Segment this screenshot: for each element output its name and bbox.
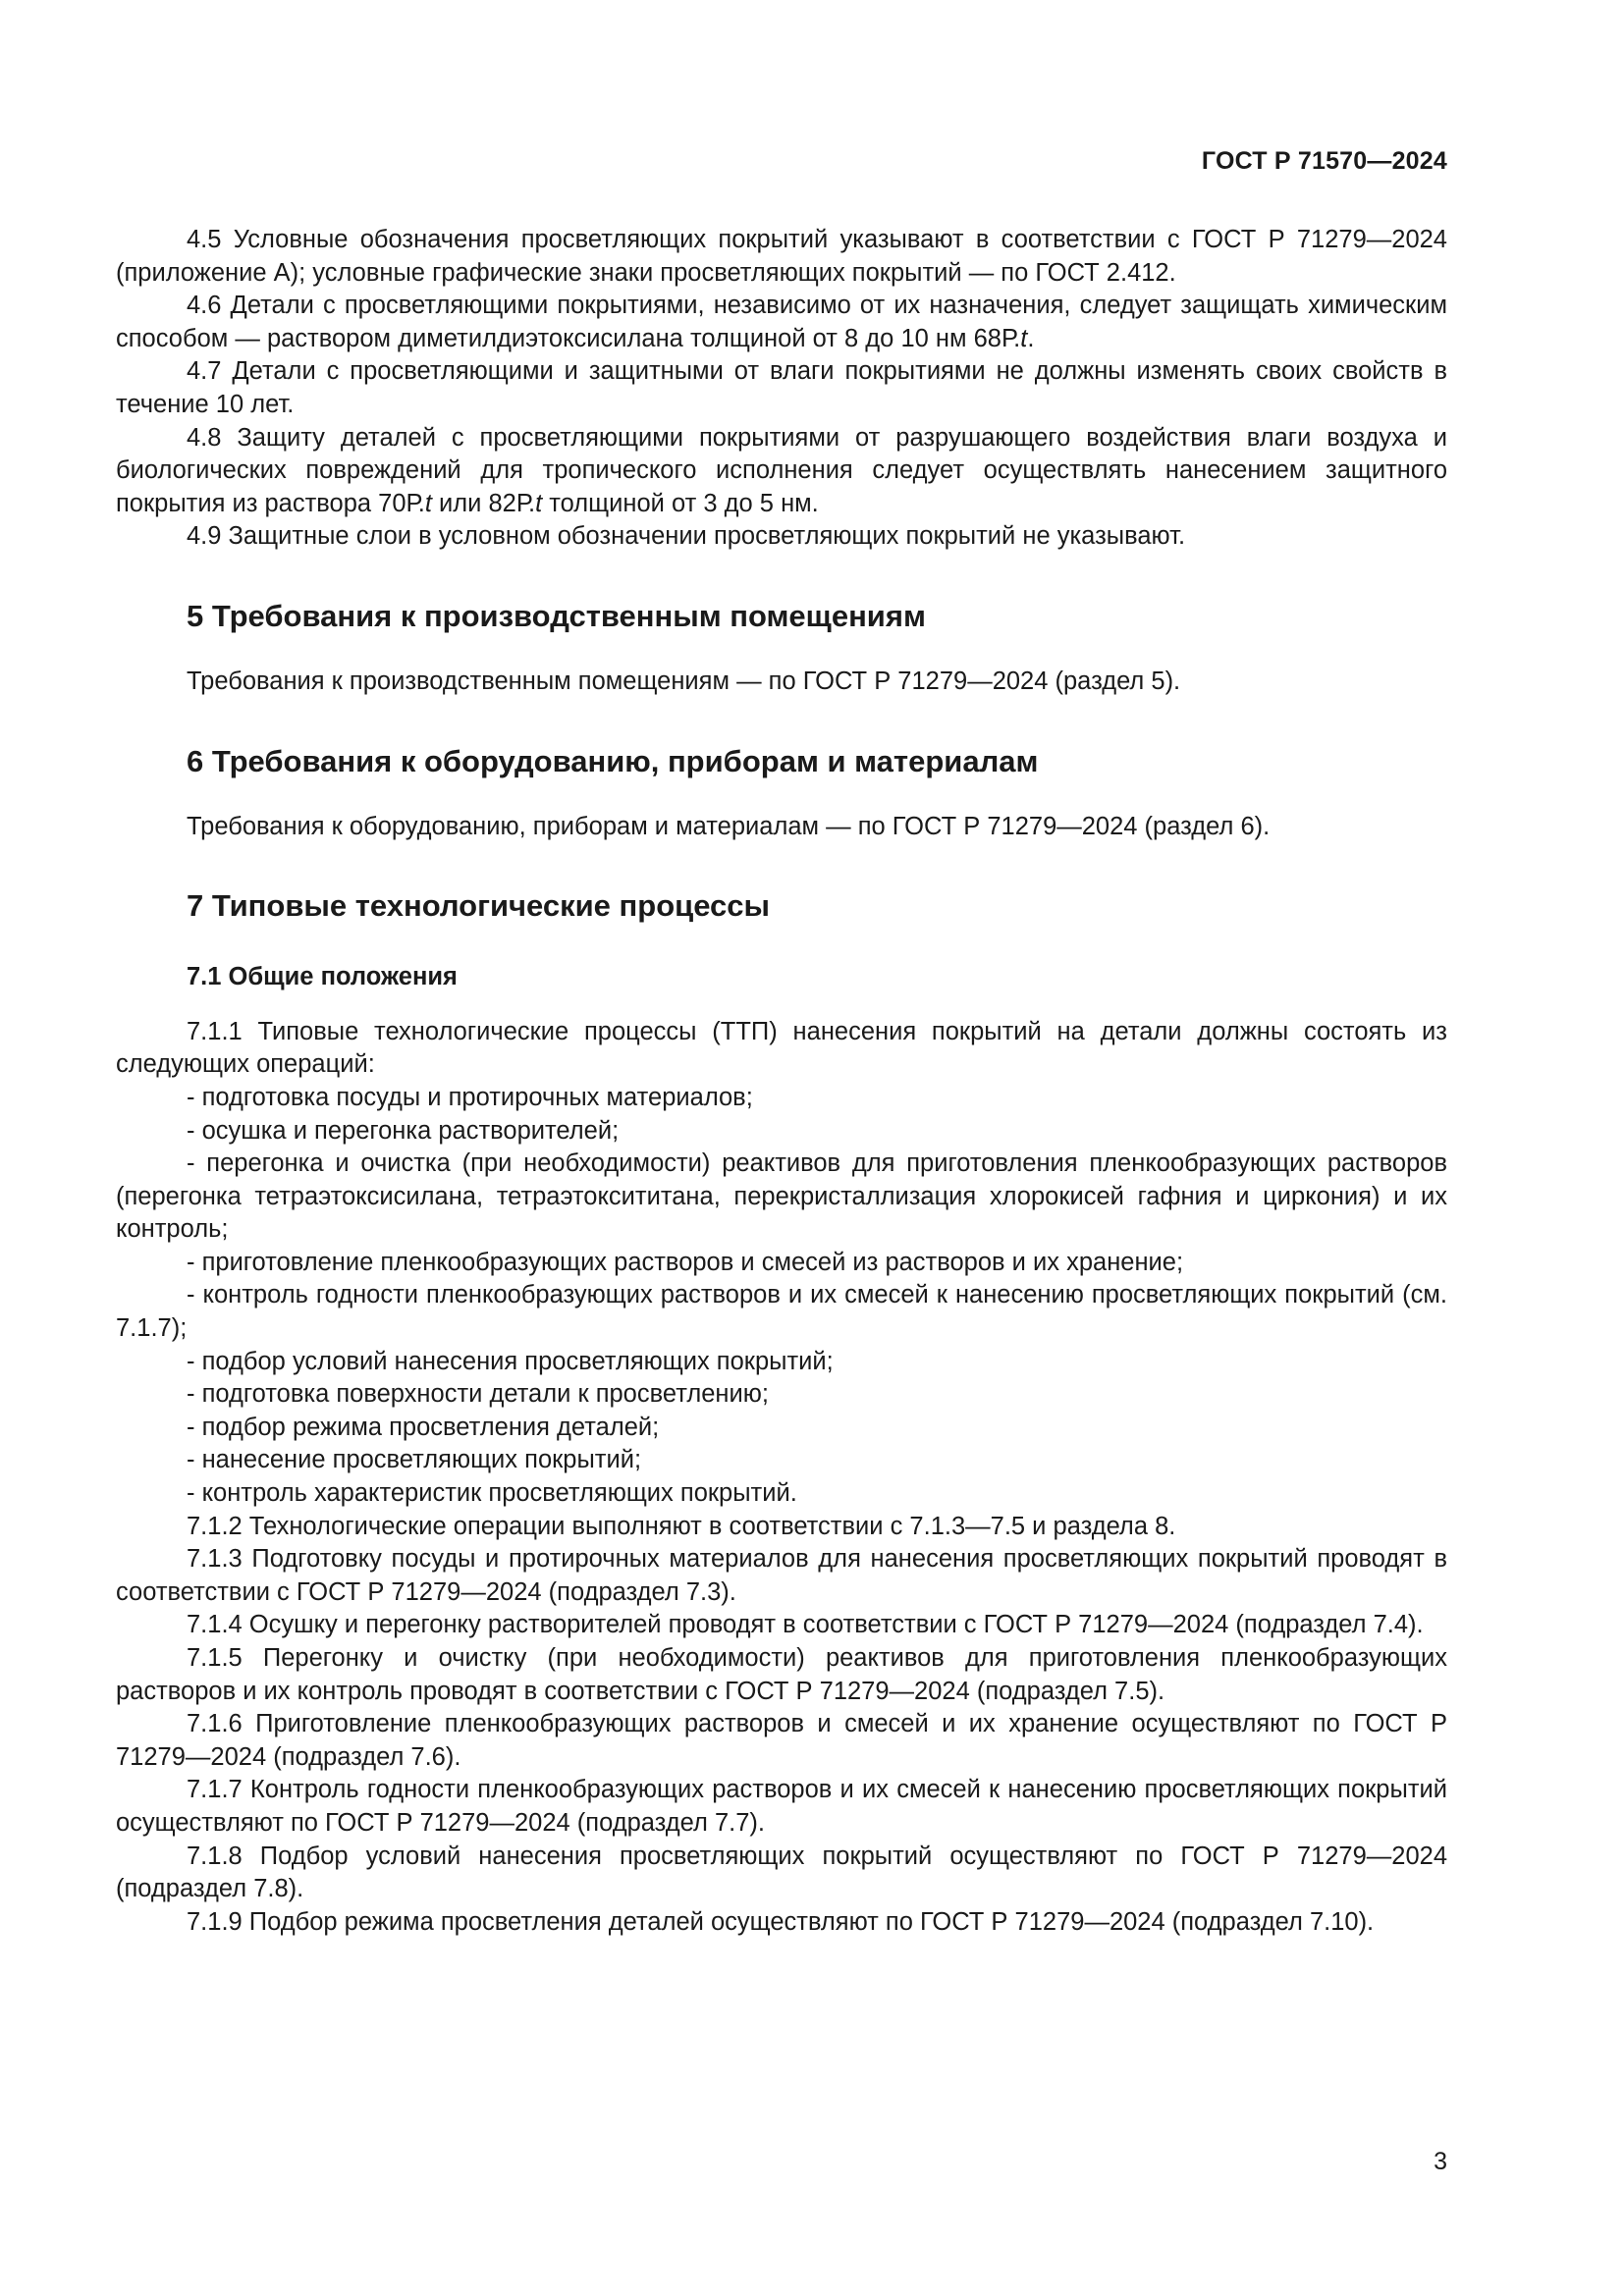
subsection-7-1-heading: 7.1 Общие положения xyxy=(187,963,458,991)
list-item: - подготовка поверхности детали к просветлению; xyxy=(187,1380,769,1409)
paragraph-7-1-4: 7.1.4 Осушку и перегонку растворителей проводят в соответствии с ГОСТ Р 71279—2024 (подраздел 7.4). xyxy=(187,1611,1424,1639)
paragraph-4-8-text-c: толщиной от 3 до 5 нм. xyxy=(542,489,819,517)
paragraph-7-1-3: 7.1.3 Подготовку посуды и протирочных материалов для нанесения просветляющих покрытий проводят в соответствии с ГОСТ Р 71279—2024 (подраздел 7.3). xyxy=(116,1545,1447,1606)
section-7-heading: 7 Типовые технологические процессы xyxy=(187,888,770,924)
document-page xyxy=(116,0,1447,2296)
paragraph-4-6-end: . xyxy=(1027,324,1035,352)
list-item: - нанесение просветляющих покрытий; xyxy=(187,1446,642,1474)
section-6-text: Требования к оборудованию, приборам и материалам — по ГОСТ Р 71279—2024 (раздел 6). xyxy=(187,812,1271,840)
list-item: - приготовление пленкообразующих растворов и смесей из растворов и их хранение; xyxy=(187,1248,1184,1276)
list-item: - осушка и перегонка растворителей; xyxy=(187,1116,620,1145)
paragraph-7-1-7: 7.1.7 Контроль годности пленкообразующих растворов и их смесей к нанесению просветляющих покрытий осуществляют по ГОСТ Р 71279—2024 (подраздел 7.7). xyxy=(116,1776,1447,1837)
paragraph-4-8-text-b: или 82Р. xyxy=(431,489,536,517)
paragraph-7-1-8: 7.1.8 Подбор условий нанесения просветляющих покрытий осуществляют по ГОСТ Р 71279—2024 (подраздел 7.8). xyxy=(116,1842,1447,1903)
italic-t: t xyxy=(535,489,543,517)
standard-header: ГОСТ Р 71570—2024 xyxy=(1201,147,1447,175)
paragraph-4-8-text-a: 4.8 Защиту деталей с просветляющими покрытиями от разрушающего воздействия влаги воздуха и биологических повреждений для тропического исполнения следует осуществлять нанесением защитного покрытия из раствора 70Р. xyxy=(116,423,1447,517)
section-5-text: Требования к производственным помещениям — по ГОСТ Р 71279—2024 (раздел 5). xyxy=(187,667,1181,695)
paragraph-7-1-2: 7.1.2 Технологические операции выполняют в соответствии с 7.1.3—7.5 и раздела 8. xyxy=(187,1512,1176,1540)
paragraph-4-6 xyxy=(116,290,1447,355)
list-item: - контроль характеристик просветляющих покрытий. xyxy=(187,1479,797,1508)
paragraph-7-1-9: 7.1.9 Подбор режима просветления деталей осуществляют по ГОСТ Р 71279—2024 (подраздел 7.10). xyxy=(187,1907,1375,1936)
paragraph-4-6-text: 4.6 Детали с просветляющими покрытиями, независимо от их назначения, следует защищать химическим способом — раствором диметилдиэтоксисилана толщиной от 8 до 10 нм 68Р. xyxy=(116,292,1447,352)
list-item: - перегонка и очистка (при необходимости) реактивов для приготовления пленкообразующих растворов (перегонка тетраэтоксисилана, тетраэтоксититана, перекристаллизация хлорокисей гафния и циркония) и их контроль; xyxy=(116,1149,1447,1244)
section-6-heading: 6 Требования к оборудованию, приборам и материалам xyxy=(187,743,1039,778)
paragraph-7-1-6: 7.1.6 Приготовление пленкообразующих растворов и смесей и их хранение осуществляют по ГОСТ Р 71279—2024 (подраздел 7.6). xyxy=(116,1710,1447,1771)
page-content xyxy=(116,224,1447,1939)
list-item: - контроль годности пленкообразующих растворов и их смесей к нанесению просветляющих покрытий (см. 7.1.7); xyxy=(116,1281,1447,1343)
italic-t: t xyxy=(1020,324,1028,352)
section-5-heading: 5 Требования к производственным помещениям xyxy=(187,598,926,633)
paragraph-7-1-1: 7.1.1 Типовые технологические процессы (ТТП) нанесения покрытий на детали должны состоять из следующих операций: xyxy=(116,1017,1447,1079)
paragraph-4-8 xyxy=(116,422,1447,521)
paragraph-7-1-5: 7.1.5 Перегонку и очистку (при необходимости) реактивов для приготовления пленкообразующих растворов и их контроль проводят в соответствии с ГОСТ Р 71279—2024 (подраздел 7.5). xyxy=(116,1644,1447,1705)
list-item: - подбор режима просветления деталей; xyxy=(187,1413,660,1441)
paragraph-4-9: 4.9 Защитные слои в условном обозначении просветляющих покрытий не указывают. xyxy=(187,522,1186,551)
list-item: - подготовка посуды и протирочных материалов; xyxy=(187,1083,753,1111)
list-item: - подбор условий нанесения просветляющих покрытий; xyxy=(187,1347,834,1375)
paragraph-4-5: 4.5 Условные обозначения просветляющих покрытий указывают в соответствии с ГОСТ Р 71279—2024 (приложение А); условные графические знаки просветляющих покрытий — по ГОСТ 2.412. xyxy=(116,226,1447,287)
page-number: 3 xyxy=(1434,2148,1447,2175)
italic-t: t xyxy=(424,489,432,517)
paragraph-4-7: 4.7 Детали с просветляющими и защитными от влаги покрытиями не должны изменять своих свойств в течение 10 лет. xyxy=(116,357,1447,418)
